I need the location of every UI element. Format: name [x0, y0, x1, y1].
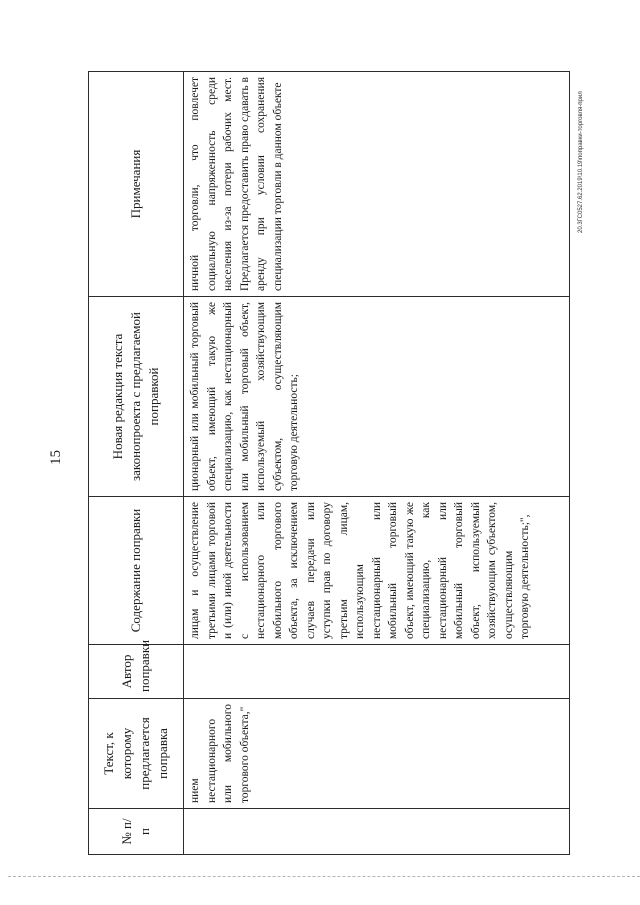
- header-original-text: Текст, к которому предлагается поправка: [89, 699, 184, 809]
- amendments-table-page: [88, 72, 570, 855]
- table-row: [184, 72, 570, 855]
- page-number: 15: [48, 450, 64, 465]
- cell-author: [184, 645, 570, 699]
- cell-notes: ничной торговли, что повлечет социальную напряженность среди населения из-за потери рабочих мест. Предлагается предоставить право сдавать в аренду при условии сохранения специализации торговли в данном объекте: [184, 72, 570, 297]
- table-header-row: [89, 72, 184, 855]
- cell-number: [184, 809, 570, 855]
- header-amendment: Содержание поправки: [89, 497, 184, 645]
- cell-amendment: лицам и осуществление третьими лицами торговой и (или) иной деятельности с использованием нестационарного или мобильного торгового объекта, за исключением случаев передачи или уступки прав по договору третьим лицам, использующим нестационарный или мобильный торговый объект, имеющий такую же специализацию, как нестационарный или мобильный торговый объект, используемый хозяйствующим субъектом, осуществляющим торговую деятельность;",: [184, 497, 570, 645]
- cell-new-text: ционарный или мобильный торговый объект, имеющий такую же специализацию, как нестационарный или мобильный торговый объект, используемый хозяйствующим субъектом, осуществляющим торговую деятельность;: [184, 297, 570, 497]
- cell-original-text: нием нестационарного или мобильного торгового объекта,": [184, 699, 570, 809]
- header-notes: Примечания: [89, 72, 184, 297]
- scan-edge-line: [8, 876, 640, 877]
- amendments-table: [88, 71, 570, 855]
- document-path: 20.3ГС0527.62.2019\10.19\поправки-торговля-прил: [578, 91, 584, 233]
- header-new-text: Новая редакция текста законопроекта с предлагаемой поправкой: [89, 297, 184, 497]
- header-number: № п/п: [89, 809, 184, 855]
- header-author: Автор поправки: [89, 645, 184, 699]
